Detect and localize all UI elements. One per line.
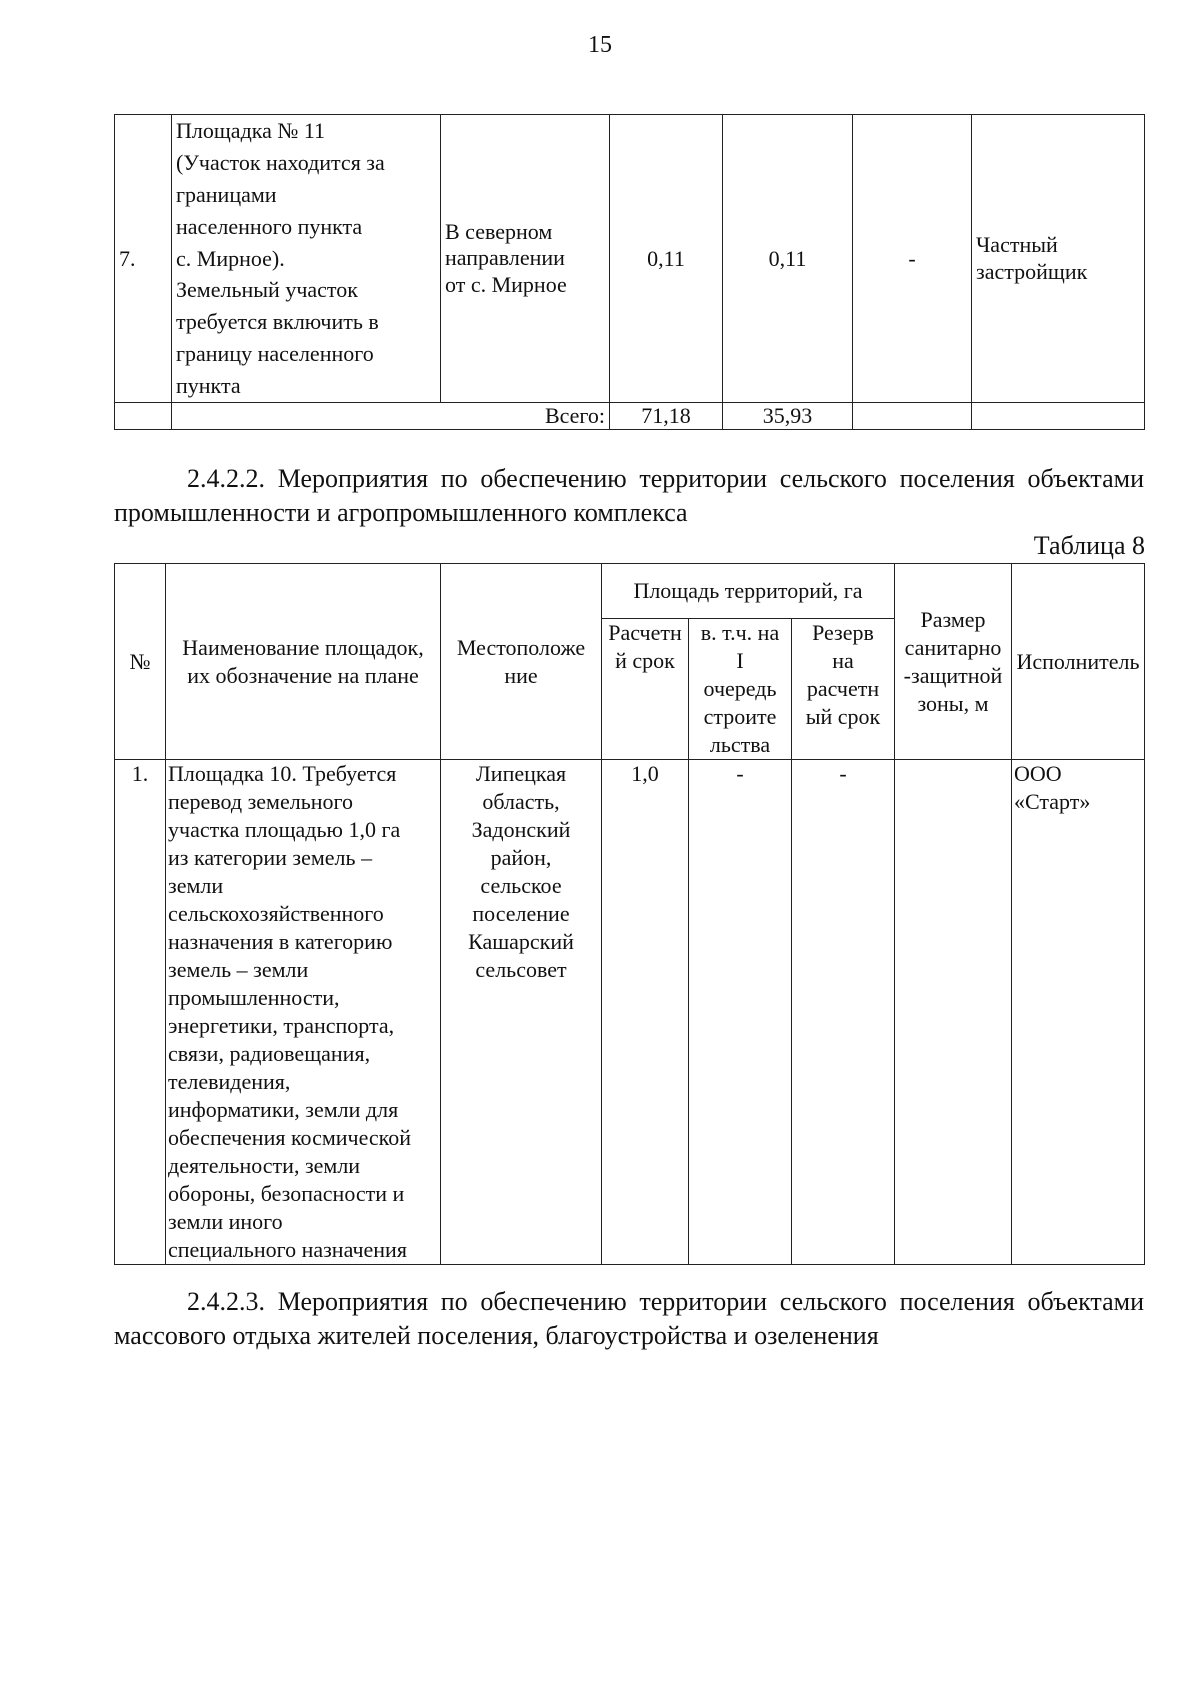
text-line: I — [736, 648, 744, 673]
text-line: земли иного — [168, 1209, 283, 1234]
text-line: Площадка 10. Требуется — [168, 761, 397, 786]
text-line: Частный — [976, 232, 1058, 258]
text-line: В северном — [445, 218, 553, 244]
total-area: 71,18 — [610, 403, 723, 430]
text-line: Размер — [920, 606, 986, 632]
header-sanitary-zone — [895, 564, 1012, 760]
text-line: обороны, безопасности и — [168, 1181, 405, 1206]
text-line: -защитной — [903, 662, 1003, 688]
text-line: Резерв — [812, 620, 874, 645]
header-area-reserve — [792, 619, 895, 760]
text-line: Местоположе — [456, 634, 586, 660]
site-name — [172, 115, 441, 403]
header-row — [115, 564, 1145, 619]
text-line: в. т.ч. на — [700, 620, 780, 645]
text-line: земли — [168, 873, 224, 898]
text-line: сельское — [480, 873, 562, 898]
total-row — [115, 403, 1145, 430]
row-number: 1. — [115, 760, 166, 1265]
total-area-first: 35,93 — [723, 403, 853, 430]
text-line: связи, радиовещания, — [168, 1041, 371, 1066]
text-line: строите — [703, 704, 777, 729]
text-line: телевидения, — [168, 1069, 291, 1094]
header-name — [166, 564, 441, 760]
text-line: ый срок — [805, 704, 881, 729]
header-location — [441, 564, 602, 760]
text-line: требуется включить в — [176, 309, 379, 335]
area-first: 0,11 — [723, 115, 853, 403]
header-area-calc — [602, 619, 689, 760]
text-line: энергетики, транспорта, — [168, 1013, 395, 1038]
site-name — [166, 760, 441, 1265]
table-row — [115, 760, 1145, 1265]
section-heading — [114, 462, 1144, 530]
text-line: Задонский — [471, 817, 571, 842]
text-line: перевод земельного — [168, 789, 354, 814]
section-text: Мероприятия по обеспечению территории сельского поселения объектами массового отдыха жителей поселения, благоустройства и озеленения — [114, 1287, 1144, 1350]
industrial-sites-table — [114, 563, 1145, 1265]
table-caption: Таблица 8 — [1033, 531, 1145, 560]
text-line: (Участок находится за — [176, 149, 385, 175]
executor: ООО «Старт» — [1012, 760, 1145, 1265]
header-executor: Исполнитель — [1012, 564, 1145, 760]
row-number: 7. — [115, 115, 172, 403]
header-area-group: Площадь территорий, га — [602, 564, 895, 619]
text-line: расчетн — [806, 676, 880, 701]
area-total: 0,11 — [610, 115, 723, 403]
text-line: земель – земли — [168, 957, 309, 982]
section-number: 2.4.2.2. — [187, 464, 265, 493]
text-line: й срок — [615, 648, 675, 673]
text-line: сельсовет — [475, 957, 567, 982]
text-line: сельскохозяйственного — [168, 901, 384, 926]
text-line: на — [832, 648, 854, 673]
text-line: Расчетн — [608, 620, 682, 645]
text-line: Липецкая — [475, 761, 567, 786]
text-line: пункта — [176, 373, 241, 399]
text-line: населенного пункта — [176, 213, 363, 239]
page-number: 15 — [588, 32, 612, 58]
area-reserve: - — [792, 760, 895, 1265]
section-number: 2.4.2.3. — [187, 1287, 265, 1316]
sanitary-zone — [895, 760, 1012, 1265]
text-line: от с. Мирное — [445, 271, 567, 297]
text-line: участка площадью 1,0 га — [168, 817, 401, 842]
text-line: с. Мирное). — [176, 245, 285, 271]
site-location — [441, 115, 610, 403]
empty-cell — [115, 403, 172, 430]
executor — [972, 115, 1145, 403]
text-line: промышленности, — [168, 985, 340, 1010]
text-line: границами — [176, 181, 277, 207]
text-line: зоны, м — [917, 690, 989, 716]
text-line: Кашарский — [468, 929, 574, 954]
text-line: Площадка № 11 — [176, 118, 326, 143]
header-area-first — [689, 619, 792, 760]
text-line: район, — [490, 845, 552, 870]
text-line: Наименование площадок, — [182, 634, 424, 660]
area-calc: 1,0 — [602, 760, 689, 1265]
text-line: назначения в категорию — [168, 929, 393, 954]
text-line: из категории земель – — [168, 845, 373, 870]
text-line: санитарно — [904, 634, 1002, 660]
text-line: поселение — [472, 901, 570, 926]
sites-table-continuation — [114, 114, 1145, 430]
text-line: границу населенного — [176, 341, 374, 367]
text-line: ние — [504, 662, 538, 688]
text-line: очередь — [703, 676, 777, 701]
header-num: № — [115, 564, 166, 760]
area-first: - — [689, 760, 792, 1265]
text-line: льства — [709, 732, 771, 757]
total-label: Всего: — [172, 403, 610, 430]
table-row — [115, 115, 1145, 403]
text-line: их обозначение на плане — [187, 662, 419, 688]
empty-cell — [972, 403, 1145, 430]
reserve: - — [853, 115, 972, 403]
text-line: обеспечения космической — [168, 1125, 412, 1150]
text-line: деятельности, земли — [168, 1153, 361, 1178]
text-line: застройщик — [976, 258, 1088, 284]
empty-cell — [853, 403, 972, 430]
site-location — [441, 760, 602, 1265]
text-line: область, — [482, 789, 560, 814]
section-heading — [114, 1285, 1144, 1353]
text-line: информатики, земли для — [168, 1097, 399, 1122]
text-line: специального назначения — [168, 1237, 407, 1262]
section-text: Мероприятия по обеспечению территории сельского поселения объектами промышленности и агропромышленного комплекса — [114, 464, 1144, 527]
text-line: направлении — [445, 245, 565, 271]
text-line: Земельный участок — [176, 277, 358, 303]
